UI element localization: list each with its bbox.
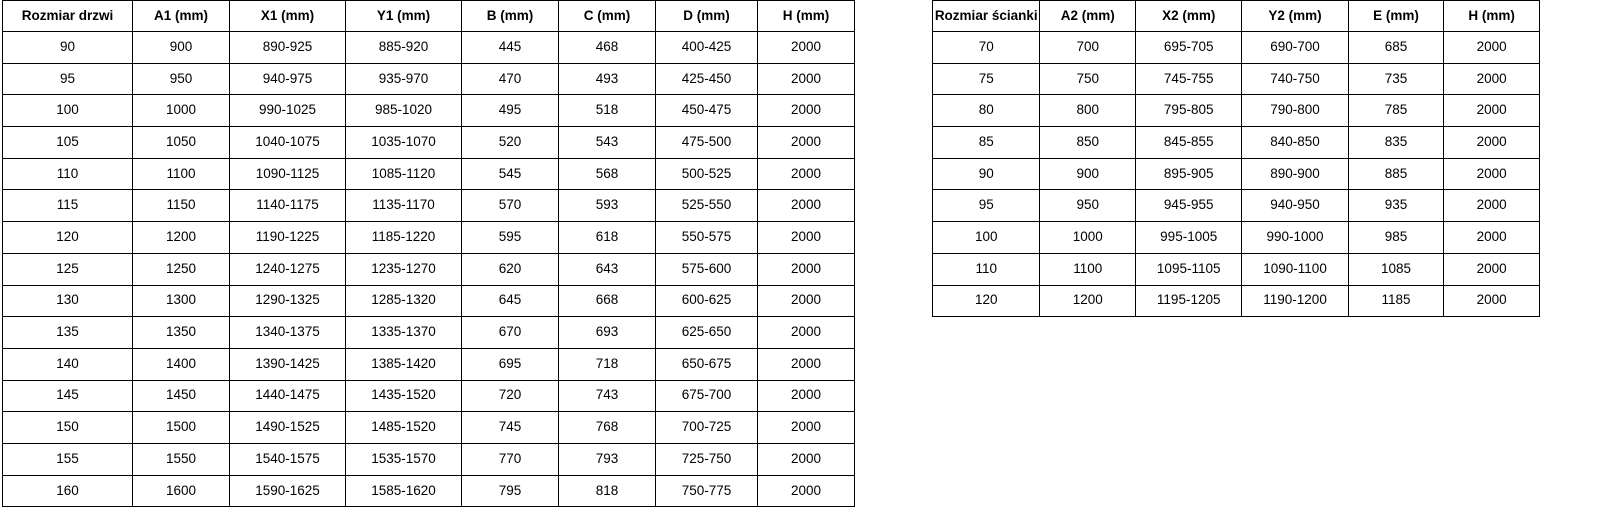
- doors-dimensions-table-container: [2, 0, 840, 507]
- table-cell: 1550: [133, 443, 230, 475]
- column-header: H (mm): [758, 1, 855, 32]
- table-cell: 835: [1348, 127, 1444, 159]
- table-cell: 500-525: [656, 158, 758, 190]
- column-header: Rozmiar ścianki: [933, 1, 1040, 32]
- column-header: H (mm): [1444, 1, 1540, 32]
- table-cell: 1350: [133, 317, 230, 349]
- table-cell: 90: [933, 158, 1040, 190]
- table-cell: 668: [559, 285, 656, 317]
- table-cell: 155: [3, 443, 133, 475]
- table-cell: 2000: [758, 412, 855, 444]
- table-cell: 1500: [133, 412, 230, 444]
- table-cell: 935: [1348, 190, 1444, 222]
- table-cell: 885-920: [346, 32, 462, 64]
- table-cell: 95: [933, 190, 1040, 222]
- table-cell: 2000: [758, 475, 855, 507]
- doors-dimensions-table: [2, 0, 855, 507]
- table-cell: 475-500: [656, 127, 758, 159]
- table-cell: 545: [462, 158, 559, 190]
- table-cell: 593: [559, 190, 656, 222]
- table-cell: 2000: [1444, 95, 1540, 127]
- table-cell: 2000: [758, 285, 855, 317]
- table-cell: 95: [3, 63, 133, 95]
- table-row: [3, 253, 855, 285]
- table-cell: 1440-1475: [230, 380, 346, 412]
- table-cell: 2000: [1444, 190, 1540, 222]
- table-cell: 2000: [758, 317, 855, 349]
- table-cell: 768: [559, 412, 656, 444]
- table-cell: 1095-1105: [1136, 253, 1242, 285]
- table-cell: 945-955: [1136, 190, 1242, 222]
- column-header: B (mm): [462, 1, 559, 32]
- table-cell: 940-975: [230, 63, 346, 95]
- table-row: [3, 348, 855, 380]
- table-row: [933, 127, 1540, 159]
- table-cell: 2000: [1444, 127, 1540, 159]
- table-cell: 1300: [133, 285, 230, 317]
- table-row: [933, 95, 1540, 127]
- table-cell: 1085: [1348, 253, 1444, 285]
- column-header: X2 (mm): [1136, 1, 1242, 32]
- table-cell: 1390-1425: [230, 348, 346, 380]
- table-cell: 900: [1040, 158, 1136, 190]
- column-header: Rozmiar drzwi: [3, 1, 133, 32]
- table-cell: 568: [559, 158, 656, 190]
- table-cell: 1540-1575: [230, 443, 346, 475]
- table-cell: 575-600: [656, 253, 758, 285]
- table-cell: 1035-1070: [346, 127, 462, 159]
- table-cell: 2000: [758, 348, 855, 380]
- table-cell: 2000: [758, 95, 855, 127]
- table-cell: 1150: [133, 190, 230, 222]
- table-cell: 1585-1620: [346, 475, 462, 507]
- table-cell: 1385-1420: [346, 348, 462, 380]
- table-cell: 105: [3, 127, 133, 159]
- table-cell: 990-1025: [230, 95, 346, 127]
- table-header-row: [3, 1, 855, 32]
- column-header: Y1 (mm): [346, 1, 462, 32]
- table-cell: 1200: [1040, 285, 1136, 317]
- table-cell: 115: [3, 190, 133, 222]
- table-cell: 125: [3, 253, 133, 285]
- table-cell: 1285-1320: [346, 285, 462, 317]
- table-cell: 570: [462, 190, 559, 222]
- table-cell: 1200: [133, 222, 230, 254]
- table-cell: 618: [559, 222, 656, 254]
- table-cell: 400-425: [656, 32, 758, 64]
- table-cell: 1250: [133, 253, 230, 285]
- table-cell: 950: [1040, 190, 1136, 222]
- table-cell: 695: [462, 348, 559, 380]
- table-cell: 2000: [758, 190, 855, 222]
- table-row: [3, 443, 855, 475]
- table-cell: 2000: [1444, 32, 1540, 64]
- table-cell: 735: [1348, 63, 1444, 95]
- column-header: X1 (mm): [230, 1, 346, 32]
- table-cell: 470: [462, 63, 559, 95]
- table-cell: 625-650: [656, 317, 758, 349]
- table-cell: 468: [559, 32, 656, 64]
- table-cell: 750-775: [656, 475, 758, 507]
- table-cell: 1340-1375: [230, 317, 346, 349]
- table-cell: 700-725: [656, 412, 758, 444]
- table-cell: 670: [462, 317, 559, 349]
- walls-dimensions-table-container: [932, 0, 1540, 317]
- table-row: [933, 285, 1540, 317]
- table-cell: 1195-1205: [1136, 285, 1242, 317]
- table-cell: 493: [559, 63, 656, 95]
- table-cell: 845-855: [1136, 127, 1242, 159]
- table-cell: 1290-1325: [230, 285, 346, 317]
- table-cell: 1240-1275: [230, 253, 346, 285]
- table-row: [3, 222, 855, 254]
- table-cell: 1100: [1040, 253, 1136, 285]
- table-cell: 700: [1040, 32, 1136, 64]
- table-cell: 1140-1175: [230, 190, 346, 222]
- column-header: A1 (mm): [133, 1, 230, 32]
- column-header: D (mm): [656, 1, 758, 32]
- table-cell: 100: [3, 95, 133, 127]
- table-cell: 940-950: [1242, 190, 1348, 222]
- table-row: [3, 412, 855, 444]
- table-cell: 793: [559, 443, 656, 475]
- table-cell: 1485-1520: [346, 412, 462, 444]
- table-cell: 745: [462, 412, 559, 444]
- table-cell: 1335-1370: [346, 317, 462, 349]
- table-cell: 1590-1625: [230, 475, 346, 507]
- table-cell: 985: [1348, 222, 1444, 254]
- table-cell: 720: [462, 380, 559, 412]
- column-header: Y2 (mm): [1242, 1, 1348, 32]
- table-cell: 1100: [133, 158, 230, 190]
- table-cell: 518: [559, 95, 656, 127]
- table-cell: 525-550: [656, 190, 758, 222]
- table-cell: 1190-1200: [1242, 285, 1348, 317]
- table-cell: 818: [559, 475, 656, 507]
- table-cell: 1135-1170: [346, 190, 462, 222]
- column-header: A2 (mm): [1040, 1, 1136, 32]
- table-cell: 795-805: [1136, 95, 1242, 127]
- table-cell: 495: [462, 95, 559, 127]
- table-cell: 110: [933, 253, 1040, 285]
- table-row: [3, 32, 855, 64]
- table-cell: 1490-1525: [230, 412, 346, 444]
- table-cell: 90: [3, 32, 133, 64]
- table-cell: 2000: [1444, 222, 1540, 254]
- table-cell: 140: [3, 348, 133, 380]
- table-cell: 785: [1348, 95, 1444, 127]
- table-row: [3, 317, 855, 349]
- table-cell: 450-475: [656, 95, 758, 127]
- table-row: [3, 127, 855, 159]
- table-cell: 840-850: [1242, 127, 1348, 159]
- table-cell: 2000: [758, 443, 855, 475]
- table-cell: 70: [933, 32, 1040, 64]
- table-cell: 75: [933, 63, 1040, 95]
- table-cell: 890-900: [1242, 158, 1348, 190]
- table-cell: 900: [133, 32, 230, 64]
- table-cell: 445: [462, 32, 559, 64]
- table-cell: 100: [933, 222, 1040, 254]
- table-row: [933, 222, 1540, 254]
- table-cell: 745-755: [1136, 63, 1242, 95]
- table-cell: 2000: [1444, 63, 1540, 95]
- table-cell: 2000: [1444, 158, 1540, 190]
- table-cell: 1040-1075: [230, 127, 346, 159]
- table-row: [933, 63, 1540, 95]
- table-cell: 985-1020: [346, 95, 462, 127]
- table-cell: 800: [1040, 95, 1136, 127]
- table-row: [3, 95, 855, 127]
- table-cell: 1090-1100: [1242, 253, 1348, 285]
- table-cell: 110: [3, 158, 133, 190]
- table-cell: 520: [462, 127, 559, 159]
- table-cell: 1185: [1348, 285, 1444, 317]
- table-row: [3, 380, 855, 412]
- table-row: [3, 475, 855, 507]
- table-cell: 1185-1220: [346, 222, 462, 254]
- table-cell: 1435-1520: [346, 380, 462, 412]
- table-cell: 1235-1270: [346, 253, 462, 285]
- table-cell: 1000: [1040, 222, 1136, 254]
- table-cell: 1000: [133, 95, 230, 127]
- table-cell: 1400: [133, 348, 230, 380]
- table-cell: 750: [1040, 63, 1136, 95]
- table-cell: 790-800: [1242, 95, 1348, 127]
- table-cell: 675-700: [656, 380, 758, 412]
- table-cell: 645: [462, 285, 559, 317]
- table-cell: 2000: [758, 127, 855, 159]
- table-cell: 650-675: [656, 348, 758, 380]
- table-cell: 718: [559, 348, 656, 380]
- table-cell: 850: [1040, 127, 1136, 159]
- table-cell: 890-925: [230, 32, 346, 64]
- table-cell: 1600: [133, 475, 230, 507]
- table-cell: 543: [559, 127, 656, 159]
- table-header-row: [933, 1, 1540, 32]
- table-cell: 895-905: [1136, 158, 1242, 190]
- table-cell: 130: [3, 285, 133, 317]
- table-cell: 1050: [133, 127, 230, 159]
- table-cell: 2000: [758, 222, 855, 254]
- table-cell: 620: [462, 253, 559, 285]
- table-cell: 950: [133, 63, 230, 95]
- table-cell: 2000: [758, 158, 855, 190]
- table-cell: 1090-1125: [230, 158, 346, 190]
- table-cell: 85: [933, 127, 1040, 159]
- table-cell: 770: [462, 443, 559, 475]
- table-row: [3, 285, 855, 317]
- table-cell: 643: [559, 253, 656, 285]
- table-cell: 2000: [1444, 253, 1540, 285]
- table-cell: 695-705: [1136, 32, 1242, 64]
- table-cell: 1085-1120: [346, 158, 462, 190]
- table-cell: 685: [1348, 32, 1444, 64]
- table-cell: 120: [933, 285, 1040, 317]
- table-cell: 160: [3, 475, 133, 507]
- table-row: [933, 32, 1540, 64]
- table-row: [3, 190, 855, 222]
- table-cell: 145: [3, 380, 133, 412]
- table-cell: 1450: [133, 380, 230, 412]
- table-cell: 743: [559, 380, 656, 412]
- table-cell: 425-450: [656, 63, 758, 95]
- table-cell: 990-1000: [1242, 222, 1348, 254]
- table-cell: 693: [559, 317, 656, 349]
- table-cell: 595: [462, 222, 559, 254]
- table-row: [933, 253, 1540, 285]
- table-cell: 995-1005: [1136, 222, 1242, 254]
- table-row: [933, 190, 1540, 222]
- table-row: [933, 158, 1540, 190]
- table-cell: 2000: [1444, 285, 1540, 317]
- table-cell: 600-625: [656, 285, 758, 317]
- table-cell: 885: [1348, 158, 1444, 190]
- table-cell: 2000: [758, 32, 855, 64]
- column-header: E (mm): [1348, 1, 1444, 32]
- table-cell: 550-575: [656, 222, 758, 254]
- table-cell: 120: [3, 222, 133, 254]
- table-row: [3, 158, 855, 190]
- table-cell: 150: [3, 412, 133, 444]
- table-cell: 2000: [758, 253, 855, 285]
- table-cell: 795: [462, 475, 559, 507]
- table-row: [3, 63, 855, 95]
- walls-dimensions-table: [932, 0, 1540, 317]
- table-cell: 2000: [758, 380, 855, 412]
- table-cell: 935-970: [346, 63, 462, 95]
- table-cell: 1190-1225: [230, 222, 346, 254]
- table-cell: 135: [3, 317, 133, 349]
- table-cell: 80: [933, 95, 1040, 127]
- table-cell: 725-750: [656, 443, 758, 475]
- table-cell: 740-750: [1242, 63, 1348, 95]
- column-header: C (mm): [559, 1, 656, 32]
- table-cell: 690-700: [1242, 32, 1348, 64]
- table-cell: 2000: [758, 63, 855, 95]
- table-cell: 1535-1570: [346, 443, 462, 475]
